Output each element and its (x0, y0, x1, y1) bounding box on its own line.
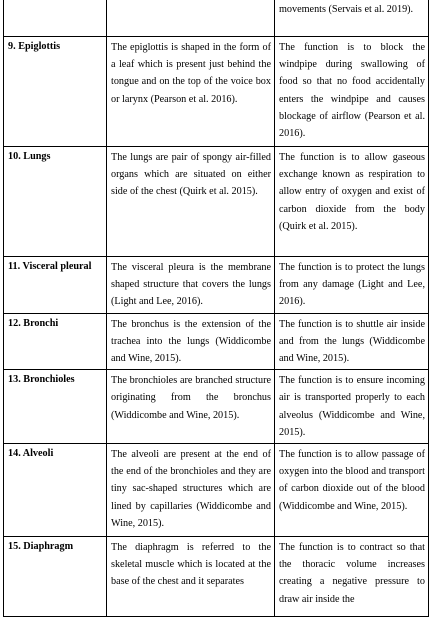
function-cell: The function is to allow gaseous exchange known as respiration to allow entry of oxygen and exist of carbon dioxide from the body (Quirk et al. 2015). (275, 147, 429, 257)
structure-cell: The visceral pleura is the membrane shaped structure that covers the lungs (Light and Lee, 2016). (107, 257, 275, 314)
organ-name-cell: 14. Alveoli (4, 444, 107, 537)
function-cell: The function is to shuttle air inside and from the lungs (Widdicombe and Wine, 2015). (275, 313, 429, 370)
organ-name-cell: 13. Bronchioles (4, 370, 107, 444)
function-cell: The function is to ensure incoming air is transported properly to each alveolus (Widdicombe and Wine, 2015). (275, 370, 429, 444)
structure-cell: The bronchus is the extension of the trachea into the lungs (Widdicombe and Wine, 2015). (107, 313, 275, 370)
table-row (4, 313, 429, 370)
organ-name-cell: 10. Lungs (4, 147, 107, 257)
organ-name-cell (4, 0, 107, 37)
structure-cell: The lungs are pair of spongy air-filled organs which are situated on either side of the chest (Quirk et al. 2015). (107, 147, 275, 257)
table-row (4, 257, 429, 314)
structure-cell: The bronchioles are branched structure originating from the bronchus (Widdicombe and Wine, 2015). (107, 370, 275, 444)
organ-name-cell: 11. Visceral pleural (4, 257, 107, 314)
organ-name-cell: 15. Diaphragm (4, 537, 107, 617)
function-cell: The function is to allow passage of oxygen into the blood and transport of carbon dioxide out of the blood (Widdicombe and Wine, 2015). (275, 444, 429, 537)
structure-cell: The alveoli are present at the end of the end of the bronchioles and they are tiny sac-shaped structures which are lined by capillaries (Widdicombe and Wine, 2015). (107, 444, 275, 537)
table-row (4, 147, 429, 257)
table-row (4, 0, 429, 37)
organ-function-table (3, 0, 429, 617)
function-cell: The function is to protect the lungs from any damage (Light and Lee, 2016). (275, 257, 429, 314)
organ-name-cell: 9. Epiglottis (4, 37, 107, 147)
structure-cell: The diaphragm is referred to the skeletal muscle which is located at the base of the chest and it separates (107, 537, 275, 617)
organ-name-cell: 12. Bronchi (4, 313, 107, 370)
structure-cell: The epiglottis is shaped in the form of a leaf which is present just behind the tongue and on the top of the voice box or larynx (Pearson et al. 2016). (107, 37, 275, 147)
table-body (4, 0, 429, 617)
function-cell: movements (Servais et al. 2019). (275, 0, 429, 37)
structure-cell (107, 0, 275, 37)
table-row (4, 370, 429, 444)
table-row (4, 37, 429, 147)
table-row (4, 537, 429, 617)
table-row (4, 444, 429, 537)
function-cell: The function is to block the windpipe during swallowing of food so that no food accidentally enters the windpipe and causes blockage of airflow (Pearson et al. 2016). (275, 37, 429, 147)
function-cell: The function is to contract so that the thoracic volume increases creating a negative pressure to draw air inside the (275, 537, 429, 617)
